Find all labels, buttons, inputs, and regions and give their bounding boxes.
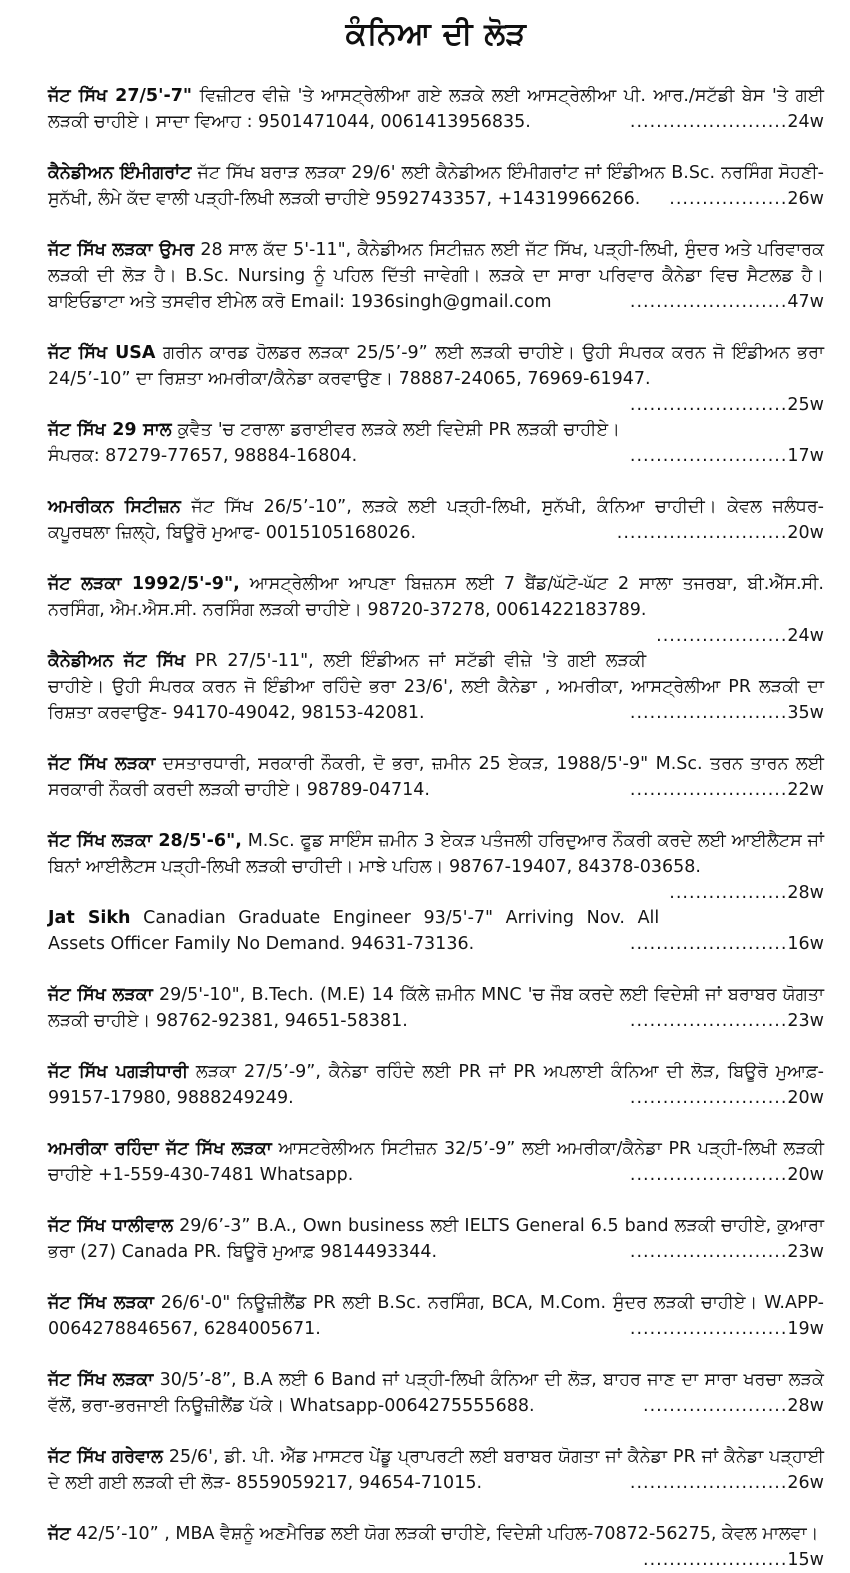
leader-dots: ........................ <box>629 1319 788 1339</box>
ad-body-text: ਵਿਜ਼ੀਟਰ ਵੀਜ਼ੇ 'ਤੇ ਆਸਟ੍ਰੇਲੀਆ ਗਏ ਲੜਕੇ ਲਈ ਆਸਟ੍ਰੇਲੀਆ ਪੀ. ਆਰ./ਸਟੱਡੀ ਬੇਸ 'ਤੇ ਗਈ ਲੜਕੀ ਚਾਹੀਏ। ਸਾਦਾ ਵਿਆਹ : 9501471044, 0061413956835. <box>48 86 824 132</box>
ad-lead-text: ਜੱਟ <box>48 1524 71 1544</box>
ad-body-text: 42/5’-10” , MBA ਵੈਸ਼ਨੂੰ ਅਣਮੈਰਿਡ ਲਈ ਯੋਗ ਲੜਕੀ ਚਾਹੀਏ, ਵਿਦੇਸ਼ੀ ਪਹਿਲ-70872-56275, ਕੇਵਲ ਮਾਲਵਾ। <box>70 1524 819 1544</box>
ad-lead-text: ਅਮਰੀਕਾ ਰਹਿੰਦਾ ਜੱਟ ਸਿੱਖ ਲੜਕਾ <box>48 1139 272 1159</box>
ad-body-text: M.Sc. ਫੂਡ ਸਾਇੰਸ ਜ਼ਮੀਨ 3 ਏਕੜ ਪਤੰਜਲੀ ਹਰਿਦੁਆਰ ਨੌਕਰੀ ਕਰਦੇ ਲਈ ਆਈਲੈਟਸ ਜਾਂ ਬਿਨਾਂ ਆਈਲੈਟਸ ਪੜ੍ਹੀ-ਲਿਖੀ ਲੜਕੀ ਚਾਹੀਦੀ। ਮਾਝੇ ਪਹਿਲ। 98767-19407, 84378-03658. <box>48 831 824 877</box>
ad-body-text: ਆਸਟਰੇਲੀਅਨ ਸਿਟੀਜ਼ਨ 32/5’-9” ਲਈ ਅਮਰੀਕਾ/ਕੈਨੇਡਾ PR ਪੜ੍ਹੀ-ਲਿਖੀ ਲੜਕੀ ਚਾਹੀਏ +1-559-430-7481 Whatsapp. <box>48 1139 824 1185</box>
word-count-value: 23w <box>787 1242 824 1262</box>
word-count-value: 28w <box>787 883 824 903</box>
classified-ad <box>48 1290 824 1342</box>
leader-dots: ........................ <box>629 934 788 954</box>
word-count-value: 35w <box>787 703 824 723</box>
word-count <box>620 1162 824 1188</box>
word-count-value: 24w <box>787 112 824 132</box>
word-count <box>633 1393 824 1419</box>
leader-dots: ........................ <box>629 395 788 415</box>
ad-lead-text: ਕੈਨੇਡੀਅਨ ਇੰਮੀਗਰਾਂਟ <box>48 163 192 183</box>
classified-ad <box>48 237 824 315</box>
leader-dots: ........................ <box>629 780 788 800</box>
leader-dots: .......................... <box>616 523 788 543</box>
classified-ad <box>48 1136 824 1188</box>
word-count-value: 26w <box>787 1473 824 1493</box>
classified-ad <box>48 648 824 726</box>
ad-body-text: ਕੁਵੈਤ 'ਚ ਟਰਾਲਾ ਡਰਾਈਵਰ ਲੜਕੇ ਲਈ ਵਿਦੇਸ਼ੀ PR ਲੜਕੀ ਚਾਹੀਏ। ਸੰਪਰਕ: 87279-77657, 98884-16804. <box>48 420 620 466</box>
classified-ad <box>48 571 824 646</box>
ad-body-text: PR 27/5'-11", ਲਈ ਇੰਡੀਅਨ ਜਾਂ ਸਟੱਡੀ ਵੀਜ਼ੇ 'ਤੇ ਗਈ ਲੜਕੀ ਚਾਹੀਏ। ਉਹੀ ਸੰਪਰਕ ਕਰਨ ਜੋ ਇੰਡੀਆ ਰਹਿੰਦੇ ਭਰਾ 23/6', ਲਈ ਕੈਨੇਡਾ , ਅਮਰੀਕਾ, ਆਸਟ੍ਰੇਲੀਆ PR ਲੜਕੀ ਦਾ ਰਿਸ਼ਤਾ ਕਰਵਾਉਣ- 94170-49042, 98153-42081. <box>48 651 824 723</box>
word-count <box>620 1085 824 1111</box>
word-count-value: 25w <box>787 395 824 415</box>
word-count <box>620 777 824 803</box>
page-title: ਕੰਨਿਆ ਦੀ ਲੋੜ <box>345 16 527 52</box>
word-count-value: 24w <box>787 626 824 646</box>
classified-ad <box>48 1213 824 1265</box>
word-count-value: 47w <box>787 292 824 312</box>
ad-body-text: ਜੱਟ ਸਿੱਖ 26/5’-10”, ਲੜਕੇ ਲਈ ਪੜ੍ਹੀ-ਲਿਖੀ, ਸੁਨੱਖੀ, ਕੰਨਿਆ ਚਾਹੀਦੀ। ਕੇਵਲ ਜਲੰਧਰ-ਕਪੂਰਥਲਾ ਜ਼ਿਲ੍ਹੇ, ਬਿਊਰੋ ਮੁਆਫ- 0015105168026. <box>48 497 824 543</box>
leader-dots: .................... <box>656 626 788 646</box>
classified-ad <box>48 1444 824 1496</box>
word-count <box>620 109 824 135</box>
word-count <box>620 1239 824 1265</box>
ad-body-text: ਆਸਟ੍ਰੇਲੀਆ ਆਪਣਾ ਬਿਜ਼ਨਸ ਲਈ 7 ਬੈਂਡ/ਘੱਟੋ-ਘੱਟ 2 ਸਾਲਾ ਤਜਰਬਾ, ਬੀ.ਐੱਸ.ਸੀ. ਨਰਸਿੰਗ, ਐਮ.ਐਸ.ਸੀ. ਨਰਸਿੰਗ ਲੜਕੀ ਚਾਹੀਏ। 98720-37278, 0061422183789. <box>48 574 824 620</box>
word-count <box>620 931 824 957</box>
word-count <box>659 880 824 906</box>
word-count <box>620 700 824 726</box>
classified-ad <box>48 160 824 212</box>
leader-dots: ........................ <box>629 446 788 466</box>
word-count <box>620 1008 824 1034</box>
word-count <box>620 289 824 315</box>
ad-lead-text: ਜੱਟ ਸਿੱਖ ਪਗੜੀਧਾਰੀ <box>48 1062 189 1082</box>
word-count-value: 20w <box>787 1088 824 1108</box>
ad-body-text: 29/6’-3” B.A., Own business ਲਈ IELTS General 6.5 band ਲੜਕੀ ਚਾਹੀਏ, ਕੁਆਰਾ ਭਰਾ (27) Canada PR. ਬਿਊਰੋ ਮੁਆਫ਼ 9814493344. <box>48 1216 824 1262</box>
ad-lead-text: ਜੱਟ ਸਿੱਖ ਲੜਕਾ <box>48 1370 154 1390</box>
classified-ad <box>48 1367 824 1419</box>
word-count <box>633 1547 824 1573</box>
ad-lead-text: ਜੱਟ ਸਿੱਖ ਲੜਕਾ <box>48 985 153 1005</box>
classified-ad <box>48 905 824 957</box>
leader-dots: ...................... <box>643 1550 788 1570</box>
classified-ad <box>48 1059 824 1111</box>
classified-ad <box>48 494 824 546</box>
ad-lead-text: ਕੈਨੇਡੀਅਨ ਜੱਟ ਸਿੱਖ <box>48 651 186 671</box>
word-count-value: 20w <box>787 1165 824 1185</box>
ad-lead-text: ਜੱਟ ਸਿੱਖ ਗਰੇਵਾਲ <box>48 1447 163 1467</box>
leader-dots: .................. <box>669 883 788 903</box>
ad-lead-text: ਜੱਟ ਸਿੱਖ ਲੜਕਾ <box>48 1293 154 1313</box>
ad-lead-text: ਜੱਟ ਸਿੱਖ 27/5'-7" <box>48 86 193 106</box>
leader-dots: ........................ <box>629 1165 788 1185</box>
ad-body-text: 25/6', ਡੀ. ਪੀ. ਐੱਡ ਮਾਸਟਰ ਪੇਂਡੂ ਪ੍ਰਾਪਰਟੀ ਲਈ ਬਰਾਬਰ ਯੋਗਤਾ ਜਾਂ ਕੈਨੇਡਾ PR ਜਾਂ ਕੈਨੇਡਾ ਪੜ੍ਹਾਈ ਦੇ ਲਈ ਗਈ ਲੜਕੀ ਦੀ ਲੋੜ- 8559059217, 94654-71015. <box>48 1447 824 1493</box>
word-count-value: 22w <box>787 780 824 800</box>
ad-body-text: ਗਰੀਨ ਕਾਰਡ ਹੋਲਡਰ ਲੜਕਾ 25/5’-9” ਲਈ ਲੜਕੀ ਚਾਹੀਏ। ਉਹੀ ਸੰਪਰਕ ਕਰਨ ਜੋ ਇੰਡੀਅਨ ਭਰਾ 24/5’-10” ਦਾ ਰਿਸ਼ਤਾ ਅਮਰੀਕਾ/ਕੈਨੇਡਾ ਕਰਵਾਉਣ। 78887-24065, 76969-61947. <box>48 343 824 389</box>
classified-ad <box>48 828 824 903</box>
word-count <box>620 1470 824 1496</box>
word-count-value: 20w <box>787 523 824 543</box>
word-count <box>620 443 824 469</box>
ad-lead-text: ਜੱਟ ਸਿੱਖ USA <box>48 343 156 363</box>
ad-body-text: ਜੱਟ ਸਿੱਖ ਬਰਾੜ ਲੜਕਾ 29/6' ਲਈ ਕੈਨੇਡੀਅਨ ਇੰਮੀਗਰਾਂਟ ਜਾਂ ਇੰਡੀਅਨ B.Sc. ਨਰਸਿੰਗ ਸੋਹਣੀ-ਸੁਨੱਖੀ, ਲੰਮੇ ਕੱਦ ਵਾਲੀ ਪੜ੍ਹੀ-ਲਿਖੀ ਲੜਕੀ ਚਾਹੀਏ 9592743357, +14319966266. <box>48 163 824 209</box>
word-count-value: 17w <box>787 446 824 466</box>
leader-dots: .................. <box>669 189 788 209</box>
classified-ad <box>48 751 824 803</box>
leader-dots: ........................ <box>629 112 788 132</box>
ad-body-text: ਦਸਤਾਰਧਾਰੀ, ਸਰਕਾਰੀ ਨੌਕਰੀ, ਦੋ ਭਰਾ, ਜ਼ਮੀਨ 25 ਏਕੜ, 1988/5'-9" M.Sc. ਤਰਨ ਤਾਰਨ ਲਈ ਸਰਕਾਰੀ ਨੌਕਰੀ ਕਰਦੀ ਲੜਕੀ ਚਾਹੀਏ। 98789-04714. <box>48 754 824 800</box>
ad-body-text: 29/5'-10", B.Tech. (M.E) 14 ਕਿੱਲੇ ਜ਼ਮੀਨ MNC 'ਚ ਜੌਬ ਕਰਦੇ ਲਈ ਵਿਦੇਸ਼ੀ ਜਾਂ ਬਰਾਬਰ ਯੋਗਤਾ ਲੜਕੀ ਚਾਹੀਏ। 98762-92381, 94651-58381. <box>48 985 825 1031</box>
classified-ad <box>48 982 824 1034</box>
ad-body-text: 30/5’-8”, B.A ਲਈ 6 Band ਜਾਂ ਪੜ੍ਹੀ-ਲਿਖੀ ਕੰਨਿਆ ਦੀ ਲੋੜ, ਬਾਹਰ ਜਾਣ ਦਾ ਸਾਰਾ ਖਰਚਾ ਲੜਕੇ ਵੱਲੋਂ, ਭਰਾ-ਭਰਜਾਈ ਨਿਊਜ਼ੀਲੈਂਡ ਪੱਕੇ। Whatsapp-0064275555688. <box>48 1370 824 1416</box>
classified-ad <box>48 340 824 415</box>
ad-body-text: ਲੜਕਾ 27/5’-9”, ਕੈਨੇਡਾ ਰਹਿੰਦੇ ਲਈ PR ਜਾਂ PR ਅਪਲਾਈ ਕੰਨਿਆ ਦੀ ਲੋੜ, ਬਿਊਰੋ ਮੁਆਫ਼- 99157-17980, 9888249249. <box>48 1062 824 1108</box>
ads-list <box>48 83 825 1570</box>
ad-lead-text: ਜੱਟ ਸਿੱਖ ਲੜਕਾ 28/5'-6", <box>48 831 242 851</box>
leader-dots: ........................ <box>629 1088 788 1108</box>
ad-body-text: 26/6'-0" ਨਿਊਜ਼ੀਲੈਂਡ PR ਲਈ B.Sc. ਨਰਸਿੰਗ, BCA, M.Com. ਸੁੰਦਰ ਲੜਕੀ ਚਾਹੀਏ। W.APP-0064278846567, 6284005671. <box>48 1293 824 1339</box>
ad-lead-text: ਜੱਟ ਸਿੱਖ ਧਾਲੀਵਾਲ <box>48 1216 174 1236</box>
word-count-value: 16w <box>787 934 824 954</box>
word-count <box>659 186 824 212</box>
ad-lead-text: Jat Sikh <box>48 908 131 928</box>
ad-lead-text: ਅਮਰੀਕਨ ਸਿਟੀਜ਼ਨ <box>48 497 181 517</box>
leader-dots: ........................ <box>629 703 788 723</box>
leader-dots: ........................ <box>629 1473 788 1493</box>
word-count <box>620 392 824 418</box>
word-count-value: 23w <box>787 1011 824 1031</box>
classified-ad <box>48 1521 824 1570</box>
word-count <box>646 623 824 649</box>
leader-dots: ........................ <box>629 1011 788 1031</box>
leader-dots: ........................ <box>629 292 788 312</box>
ad-lead-text: ਜੱਟ ਲੜਕਾ 1992/5'-9", <box>48 574 240 594</box>
ad-lead-text: ਜੱਟ ਸਿੱਖ 29 ਸਾਲ <box>48 420 172 440</box>
ad-lead-text: ਜੱਟ ਸਿੱਖ ਲੜਕਾ <box>48 754 156 774</box>
word-count <box>620 1316 824 1342</box>
ad-body-text: 28 ਸਾਲ ਕੱਦ 5'-11", ਕੈਨੇਡੀਅਨ ਸਿਟੀਜ਼ਨ ਲਈ ਜੱਟ ਸਿੱਖ, ਪੜ੍ਹੀ-ਲਿਖੀ, ਸੁੰਦਰ ਅਤੇ ਪਰਿਵਾਰਕ ਲੜਕੀ ਦੀ ਲੋੜ ਹੈ। B.Sc. Nursing ਨੂੰ ਪਹਿਲ ਦਿੱਤੀ ਜਾਵੇਗੀ। ਲੜਕੇ ਦਾ ਸਾਰਾ ਪਰਿਵਾਰ ਕੈਨੇਡਾ ਵਿਚ ਸੈਟਲਡ ਹੈ। ਬਾਇਓਡਾਟਾ ਅਤੇ ਤਸਵੀਰ ਈਮੇਲ ਕਰੋ Email: 1936singh@gmail.com <box>48 240 824 312</box>
leader-dots: ........................ <box>629 1242 788 1262</box>
ad-lead-text: ਜੱਟ ਸਿੱਖ ਲੜਕਾ ਉਮਰ <box>48 240 195 260</box>
word-count-value: 15w <box>787 1550 824 1570</box>
word-count-value: 19w <box>787 1319 824 1339</box>
ad-body-text: Canadian Graduate Engineer 93/5'-7" Arriving Nov. All Assets Officer Family No Demand. 94631-73136. <box>48 908 660 954</box>
classified-ad <box>48 83 824 135</box>
word-count-value: 28w <box>787 1396 824 1416</box>
word-count-value: 26w <box>787 189 824 209</box>
word-count <box>607 520 824 546</box>
classified-ad <box>48 417 824 469</box>
leader-dots: ...................... <box>643 1396 788 1416</box>
